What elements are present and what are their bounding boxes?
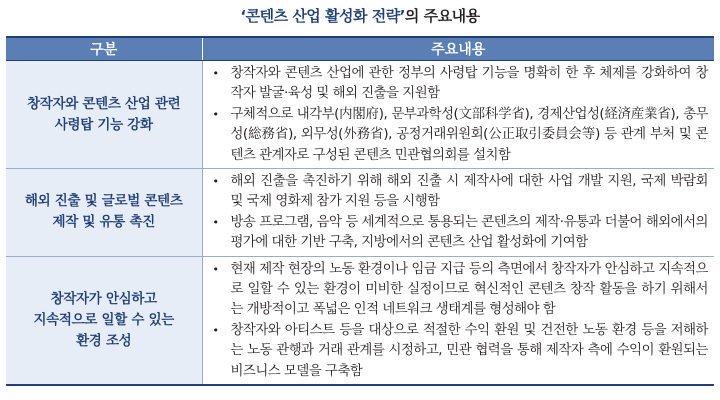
row-category bbox=[6, 256, 202, 385]
item-text: 구체적으로 내각부(内閣府), 문부과학성(文部科学省), 경제산업성(経済産業省), 총무성(総務省), 외무성(外務省), 공정거래위원회(公正取引委員会等) 등 관계 부처 및 콘텐츠 관계자로 구성된 콘텐츠 민관협의회를 설치함 bbox=[230, 106, 708, 163]
bullet-icon: • bbox=[212, 215, 219, 229]
item-text: 창작자와 아티스트 등을 대상으로 적절한 수익 환원 및 건전한 노동 환경 등을 저해하는 노동 관행과 거래 관계를 시정하고, 민관 협력을 통해 제작자 측에 수익이 환원되는 비즈니스 모델을 구축함 bbox=[230, 322, 708, 379]
bullet-icon: • bbox=[212, 323, 219, 337]
category-line: 해외 진출 및 글로벌 콘텐츠 bbox=[24, 193, 183, 210]
category-line: 창작자가 안심하고 bbox=[50, 290, 157, 307]
bullet-list bbox=[209, 172, 709, 254]
list-item bbox=[209, 213, 709, 254]
table-row bbox=[6, 61, 714, 169]
item-text: 해외 진출을 촉진하기 위해 해외 진출 시 제작사에 대한 사업 개발 지원, 국제 박람회 및 국제 영화제 참가 지원 등을 시행함 bbox=[230, 174, 708, 210]
list-item bbox=[209, 321, 709, 382]
row-content bbox=[202, 61, 714, 169]
bullet-icon: • bbox=[212, 175, 219, 189]
table-row bbox=[6, 169, 714, 257]
summary-table bbox=[6, 36, 714, 386]
table-header-row bbox=[6, 37, 714, 61]
title-suffix: 의 주요내용 bbox=[404, 7, 480, 25]
bullet-list bbox=[209, 64, 709, 166]
row-content bbox=[202, 169, 714, 257]
category-line: 사령탑 기능 강화 bbox=[54, 116, 153, 133]
item-text: 창작자와 콘텐츠 산업에 관한 정부의 사령탑 기능을 명확히 한 후 체제를 강화하여 창작자 발굴·육성 및 해외 진출을 지원함 bbox=[230, 66, 708, 102]
item-text: 방송 프로그램, 음악 등 세계적으로 통용되는 콘텐츠의 제작·유통과 더불어 해외에서의 평가에 대한 기반 구축, 지방에서의 콘텐츠 산업 활성화에 기여함 bbox=[230, 214, 708, 251]
list-item bbox=[209, 172, 709, 213]
row-content bbox=[202, 256, 714, 385]
category-line: 창작자와 콘텐츠 산업 관련 bbox=[27, 95, 181, 112]
bullet-icon: • bbox=[212, 262, 219, 276]
list-item bbox=[209, 260, 709, 321]
page-title bbox=[0, 0, 720, 32]
row-category bbox=[6, 169, 202, 257]
category-line: 제작 및 유통 촉진 bbox=[52, 214, 155, 231]
bullet-icon: • bbox=[212, 107, 219, 121]
category-line: 환경 조성 bbox=[76, 332, 132, 349]
category-line: 지속적으로 일할 수 있는 bbox=[33, 311, 175, 328]
bullet-list bbox=[209, 260, 709, 382]
list-item bbox=[209, 105, 709, 166]
table-row bbox=[6, 256, 714, 385]
item-text: 현재 제작 현장의 노동 환경이나 임금 지급 등의 측면에서 창작자가 안심하고 지속적으로 일할 수 있는 환경이 미비한 실정이므로 혁신적인 콘텐츠 창작 활동을 하기 위해서는 개방적이고 폭넓은 인적 네트워크 생태계를 형성해야 함 bbox=[230, 261, 708, 318]
bullet-icon: • bbox=[212, 67, 219, 80]
title-highlight: ‘콘텐츠 산업 활성화 전략’ bbox=[240, 7, 405, 25]
list-item bbox=[209, 64, 709, 105]
row-category bbox=[6, 61, 202, 169]
header-content: 주요내용 bbox=[202, 37, 714, 61]
header-category: 구분 bbox=[6, 37, 202, 61]
